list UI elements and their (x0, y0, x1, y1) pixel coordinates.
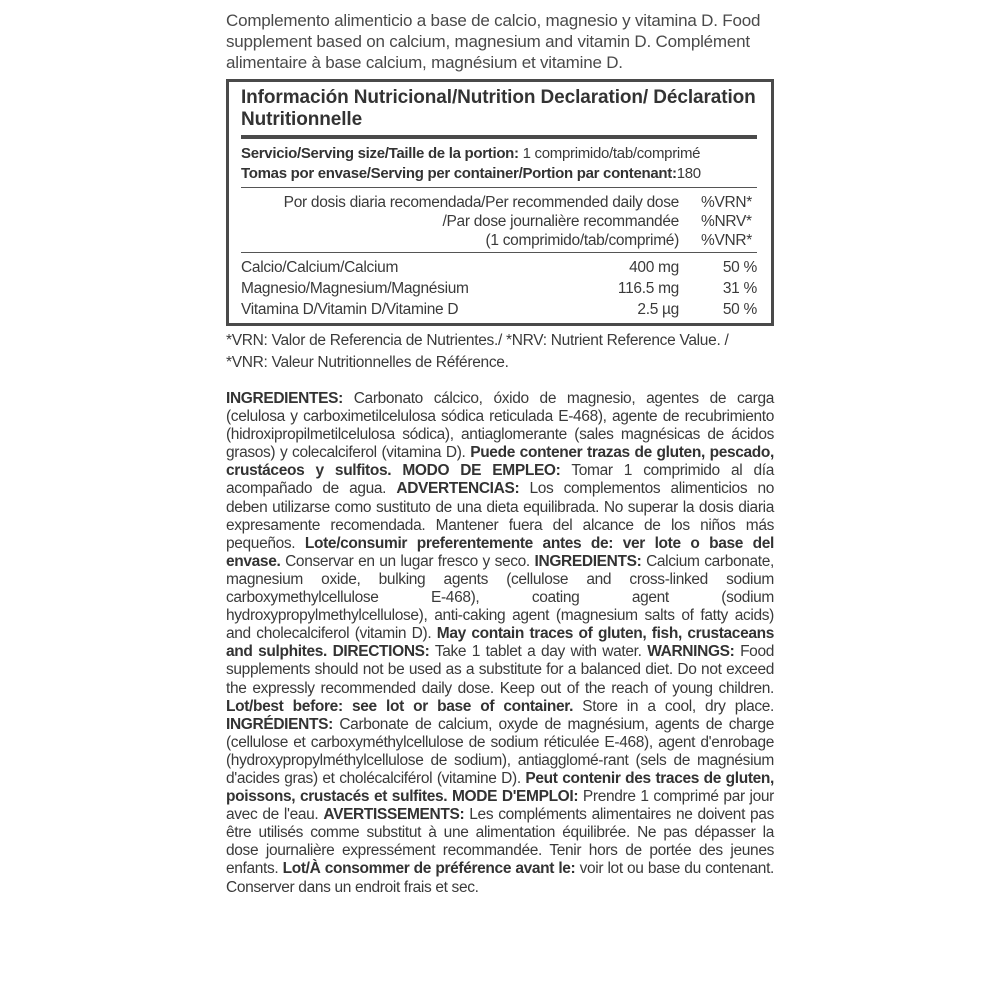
ingredients-bold-segment: May contain traces of gluten, fish, crustaceans and sulphites. DIRECTIONS: (226, 625, 774, 661)
ingredients-bold-segment: INGREDIENTS: (534, 552, 642, 570)
footnote-line: *VRN: Valor de Referencia de Nutrientes./ *NRV: Nutrient Reference Value. / (226, 332, 729, 349)
label-content (226, 10, 774, 897)
servings-value: 180 (676, 165, 701, 182)
nutrient-amount: 2.5 µg (637, 301, 679, 318)
dose-header-line: /Par dose journalière recommandée (442, 213, 679, 230)
nutrient-amount: 400 mg (629, 259, 679, 276)
table-row (241, 299, 757, 320)
ingredients-segment: Calcium carbonate, magnesium oxide, bulking agents (cellulose and cross-linked sodium carboxymethylcellulose E-468), coating agent (sodium hydroxypropylmethylcellulose), anti-caking agent (magnesium salts of fatty acids) and cholecalciferol (vitamin D). (226, 552, 774, 643)
pct-header-line: %VNR* (701, 232, 753, 249)
ingredients-segment: Prendre 1 comprimé par jour avec de l'eau. (226, 788, 774, 824)
ingredients-bold-segment: AVERTISSEMENTS: (323, 806, 465, 824)
product-description: Complemento alimenticio a base de calcio, magnesio y vitamina D. Food supplement based on calcium, magnesium and vitamin D. Complément alimentaire à base calcium, magnésium et vitamine D. (226, 11, 761, 72)
serving-size-value: 1 comprimido/tab/comprimé (518, 145, 701, 162)
ingredients-segment: Les compléments alimentaires ne doivent pas être utilisés comme substitut à une alimentation équilibrée. Ne pas dépasser la dose journalière expressément recommandée. Tenir hors de portée des jeunes enfants. (226, 806, 774, 878)
serving-size-label: Servicio/Serving size/Taille de la portion: (241, 145, 519, 162)
footnote-line: *VNR: Valeur Nutritionnelles de Référence. (226, 354, 509, 371)
dose-header-line: (1 comprimido/tab/comprimé) (485, 232, 679, 249)
ingredients-bold-segment: WARNINGS: (647, 643, 735, 661)
nutrient-name: Calcio/Calcium/Calcium (241, 259, 399, 276)
ingredients-bold-segment: INGRÉDIENTS: (226, 715, 333, 733)
dose-header-text (241, 193, 701, 250)
ingredients-segment: Carbonato cálcico, óxido de magnesio, agentes de carga (celulosa y carboximetilcelulosa sódica reticulada E-468), agente de recubrimiento (hidroxipropilmetilcelulosa sódica), antiaglomerante (sales magnésicas de ácidos grasos) y colecalciferol (vitamina D). (226, 390, 774, 462)
servings-per-container-line (241, 164, 757, 184)
dose-header (241, 188, 757, 253)
nutrient-pct: 31 % (722, 280, 757, 297)
ingredients-segment: voir lot ou base du contenant. Conserver dans un endroit frais et sec. (226, 860, 774, 896)
serving-info (241, 139, 757, 188)
ingredients-bold-segment: Puede contener trazas de gluten, pescado, crustáceos y sulfitos. MODO DE EMPLEO: (226, 444, 774, 480)
nutrient-name: Magnesio/Magnesium/Magnésium (241, 280, 469, 297)
ingredients-bold-segment: Lote/consumir preferentemente antes de: ver lote o base del envase. (226, 534, 774, 570)
ingredients-bold-segment: INGREDIENTES: (226, 390, 343, 407)
serving-size-line (241, 144, 757, 164)
ingredients-segment: Tomar 1 comprimido al día acompañado de agua. (226, 462, 774, 498)
ingredients-segment: Los complementos alimenticios no deben utilizarse como sustituto de una dieta equilibrada. No superar la dosis diaria expresamente recomendada. Mantener fuera del alcance de los niños más pequeños. (226, 480, 774, 552)
nutrition-panel (226, 79, 774, 326)
pct-header-line: %NRV* (701, 213, 752, 230)
nutrient-amount: 116.5 mg (617, 280, 679, 297)
ingredients-segment: Food supplements should not be used as a substitute for a balanced diet. Do not exceed the expressly recommended daily dose. Keep out of the reach of young children. (226, 643, 774, 697)
table-row (241, 278, 757, 299)
ingredients-text (226, 390, 774, 897)
nutrition-title: Información Nutricional/Nutrition Declaration/ Déclaration Nutritionnelle (241, 82, 757, 139)
ingredients-bold-segment: ADVERTENCIAS: (396, 480, 520, 498)
ingredients-segment: Store in a cool, dry place. (573, 697, 775, 715)
ingredients-bold-segment: Lot/À consommer de préférence avant le: (282, 860, 576, 878)
dose-header-line: Por dosis diaria recomendada/Per recommended daily dose (283, 194, 679, 211)
nutrient-pct: 50 % (722, 301, 757, 318)
servings-label: Tomas por envase/Serving per container/Portion par contenant: (241, 165, 677, 182)
ingredients-segment: Take 1 tablet a day with water. (429, 643, 648, 661)
nutrient-name: Vitamina D/Vitamin D/Vitamine D (241, 301, 459, 318)
nutrient-table (241, 257, 757, 320)
table-row (241, 257, 757, 278)
ingredients-segment: Conservar en un lugar fresco y seco. (280, 552, 535, 570)
reference-footnote (226, 330, 774, 374)
nutrient-pct: 50 % (722, 259, 757, 276)
pct-header (701, 193, 757, 250)
ingredients-segment: Carbonate de calcium, oxyde de magnésium, agents de charge (cellulose et carboxyméthylcellulose de sodium réticulée E-468), agent d'enrobage (hydroxypropylméthylcellulose de sodium), antiagglomé-rant (sels de magnésium d'acides gras) et cholécalciférol (vitamine D). (226, 715, 774, 787)
ingredients-bold-segment: Lot/best before: see lot or base of container. (226, 697, 574, 715)
pct-header-line: %VRN* (701, 194, 753, 211)
ingredients-bold-segment: Peut contenir des traces de gluten, poissons, crustacés et sulfites. MODE D'EMPLOI: (226, 769, 774, 806)
